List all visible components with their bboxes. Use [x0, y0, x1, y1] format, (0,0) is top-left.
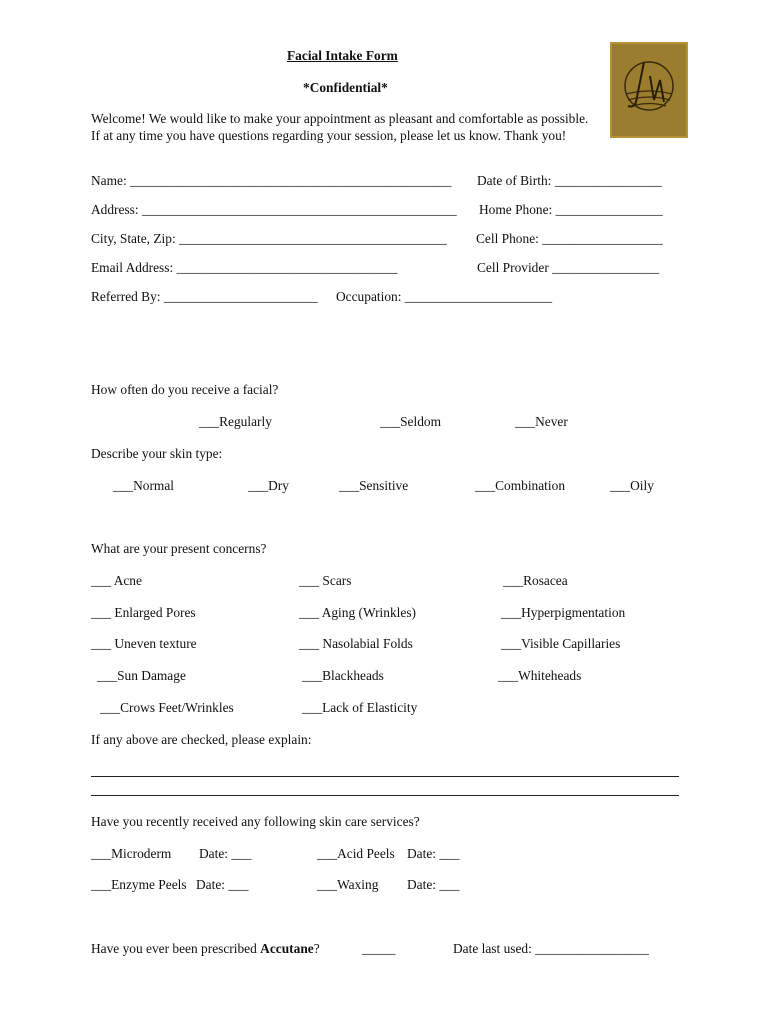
accutane-question	[91, 941, 320, 957]
service-enzyme-date[interactable]: Date: ___	[196, 877, 249, 892]
concern-enlarged-pores[interactable]: ___ Enlarged Pores	[91, 605, 196, 620]
option-dry[interactable]: ___Dry	[248, 478, 289, 493]
service-enzyme-peels[interactable]: ___Enzyme Peels	[91, 877, 187, 892]
accutane-drug: Accutane	[260, 941, 314, 956]
concern-uneven-texture[interactable]: ___ Uneven texture	[91, 636, 197, 651]
concern-elasticity[interactable]: ___Lack of Elasticity	[302, 700, 418, 715]
option-normal[interactable]: ___Normal	[113, 478, 174, 493]
cell-provider-field[interactable]: Cell Provider ________________	[477, 260, 660, 275]
skin-type-question: Describe your skin type:	[91, 446, 223, 461]
explain-line-2[interactable]	[91, 795, 679, 796]
frequency-question: How often do you receive a facial?	[91, 382, 279, 397]
concern-rosacea[interactable]: ___Rosacea	[503, 573, 568, 588]
explain-line-1[interactable]	[91, 776, 679, 777]
concern-scars[interactable]: ___ Scars	[299, 573, 352, 588]
welcome-text: Welcome! We would like to make your appointment as pleasant and comfortable as possible. If at any time you have questions regarding your session, please let us know. Thank you!	[91, 111, 589, 143]
address-field[interactable]: Address: _______________________________________________	[91, 202, 457, 217]
cell-phone-field[interactable]: Cell Phone: __________________	[476, 231, 663, 246]
email-field[interactable]: Email Address: _________________________________	[91, 260, 398, 275]
concern-capillaries[interactable]: ___Visible Capillaries	[501, 636, 621, 651]
occupation-field[interactable]: Occupation: ______________________	[336, 289, 553, 304]
concern-nasolabial[interactable]: ___ Nasolabial Folds	[299, 636, 413, 651]
services-question: Have you recently received any following skin care services?	[91, 814, 420, 829]
service-waxing-date[interactable]: Date: ___	[407, 877, 460, 892]
concern-hyperpigmentation[interactable]: ___Hyperpigmentation	[501, 605, 626, 620]
concern-aging[interactable]: ___ Aging (Wrinkles)	[299, 605, 416, 620]
logo-emblem-icon	[610, 42, 688, 138]
accutane-prefix: Have you ever been prescribed	[91, 941, 261, 956]
option-oily[interactable]: ___Oily	[610, 478, 654, 493]
concerns-question: What are your present concerns?	[91, 541, 267, 556]
option-sensitive[interactable]: ___Sensitive	[339, 478, 409, 493]
service-microderm[interactable]: ___Microderm	[91, 846, 172, 861]
option-never[interactable]: ___Never	[515, 414, 568, 429]
service-waxing[interactable]: ___Waxing	[317, 877, 379, 892]
option-seldom[interactable]: ___Seldom	[380, 414, 442, 429]
city-state-zip-field[interactable]: City, State, Zip: ________________________________________	[91, 231, 447, 246]
service-acid-date[interactable]: Date: ___	[407, 846, 460, 861]
option-regularly[interactable]: ___Regularly	[199, 414, 272, 429]
option-combination[interactable]: ___Combination	[475, 478, 566, 493]
accutane-suffix: ?	[313, 941, 320, 956]
concern-whiteheads[interactable]: ___Whiteheads	[498, 668, 582, 683]
concern-acne[interactable]: ___ Acne	[91, 573, 142, 588]
form-title: Facial Intake Form	[287, 48, 398, 63]
concern-sun-damage[interactable]: ___Sun Damage	[97, 668, 186, 683]
service-microderm-date[interactable]: Date: ___	[199, 846, 252, 861]
explain-label: If any above are checked, please explain:	[91, 732, 312, 747]
referred-by-field[interactable]: Referred By: _______________________	[91, 289, 318, 304]
concern-crows-feet[interactable]: ___Crows Feet/Wrinkles	[100, 700, 234, 715]
confidential-label: *Confidential*	[303, 80, 388, 95]
home-phone-field[interactable]: Home Phone: ________________	[479, 202, 663, 217]
name-field[interactable]: Name: ________________________________________________	[91, 173, 452, 188]
accutane-date-last-used[interactable]: Date last used: _________________	[453, 941, 650, 956]
accutane-answer[interactable]: _____	[362, 941, 396, 956]
spa-logo	[610, 42, 688, 138]
concern-blackheads[interactable]: ___Blackheads	[302, 668, 384, 683]
dob-field[interactable]: Date of Birth: ________________	[477, 173, 662, 188]
service-acid-peels[interactable]: ___Acid Peels	[317, 846, 395, 861]
